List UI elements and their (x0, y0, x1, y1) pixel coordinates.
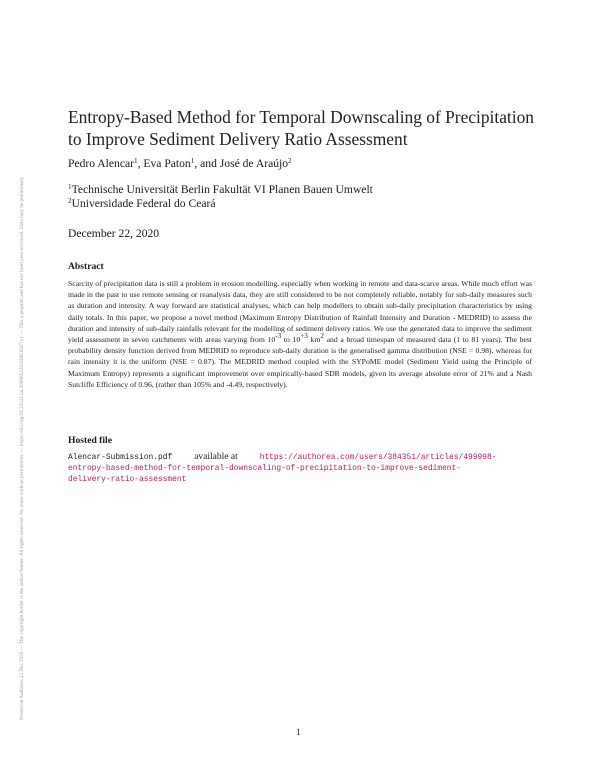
hosted-file-link[interactable]: https://authorea.com/users/384351/articles/499998- (259, 453, 497, 462)
affiliation-text: Universidade Federal do Ceará (71, 197, 216, 210)
affiliation-text: Technische Universität Berlin Fakultät VI Planen Bauen Umwelt (71, 183, 373, 196)
available-at-text: available at (194, 452, 238, 462)
publication-date: December 22, 2020 (68, 227, 160, 240)
abstract-part: km (307, 335, 321, 345)
abstract-part: and a broad timespan of measured data (1 to 81 years). The best probability density function derived from MEDRID to reproduce sub-daily duration is the generalised gamma distribution (NSE = 0.98), whereas for rain intensity it is the uniform (NSE = 0.87). The MEDRID method coupled with the SYPoME model (Sediment Yield using the Principle of Maximum Entropy) represents a significant improvement over empirically-based SDR models, given its average absolute error of 21% and a Nash Sutcliffe Efficiency of 0.96, (rather than 105% and -4.49, respectively). (68, 335, 533, 389)
author-separator: , and (194, 157, 220, 170)
affiliation-item (68, 197, 373, 211)
exponent: 2 (320, 332, 324, 341)
preprint-sidebar-note: Posted on Authorea 22 Dec 2020 — The copyright holder is the author/funder. All rights reserved. No reuse without permission. — https://doi.org/10.22541/au.160865428.83903847/v1 — This a preprint and has not been peer reviewed. Data may be preliminary. (19, 176, 25, 720)
author-affiliation-mark: 1 (190, 157, 195, 165)
hosted-file-link-continued[interactable]: entropy-based-method-for-temporal-downscaling-of-precipitation-to-improve-sediment- (68, 464, 462, 474)
affiliation-item (68, 183, 373, 197)
abstract-heading: Abstract (68, 261, 104, 272)
hosted-filename: Alencar-Submission.pdf (68, 453, 173, 462)
affiliation-number: 2 (68, 197, 72, 205)
author-name: Pedro Alencar (68, 157, 134, 170)
abstract-part: to 10 (281, 335, 301, 345)
author-affiliation-mark: 2 (288, 157, 292, 165)
abstract-part: Scarcity of precipitation data is still a problem in erosion modelling, especially when working in remote and data-scarce areas. While much effort was made in the past to use remote sensing or reanalysis data, they are still considered to be not completely reliable, notably for sub-daily measures such as duration and intensity. A way forward are statistical analyses, which can help modellers to obtain sub-daily precipitation characteristics by using daily totals. In this paper, we propose a novel method (Maximum Entropy Distribution of Rainfall Intensity and Duration - MEDRID) to assess the duration and intensity of sub-daily rainfalls relevant for the modelling of sediment delivery ratios. We use the generated data to improve the sediment yield assessment in seven catchments with areas varying from 10 (68, 279, 532, 345)
hosted-file-heading: Hosted file (68, 435, 112, 446)
hosted-file-block (68, 452, 538, 486)
author-name: José de Araújo (219, 157, 289, 170)
author-name: Eva Paton (143, 157, 191, 170)
author-separator: , (137, 157, 144, 170)
page-number: 1 (296, 727, 301, 738)
exponent: +3 (300, 332, 308, 341)
affiliation-number: 1 (68, 183, 72, 191)
hosted-file-link-continued[interactable]: delivery-ratio-assessment (68, 475, 187, 485)
exponent: -3 (275, 332, 282, 341)
author-list (68, 157, 292, 171)
author-affiliation-mark: 1 (134, 157, 138, 165)
abstract-text (68, 278, 532, 390)
affiliation-list (68, 183, 373, 211)
paper-title: Entropy-Based Method for Temporal Downscaling of Precipitation to Improve Sediment Delivery Ratio Assessment (68, 107, 534, 149)
